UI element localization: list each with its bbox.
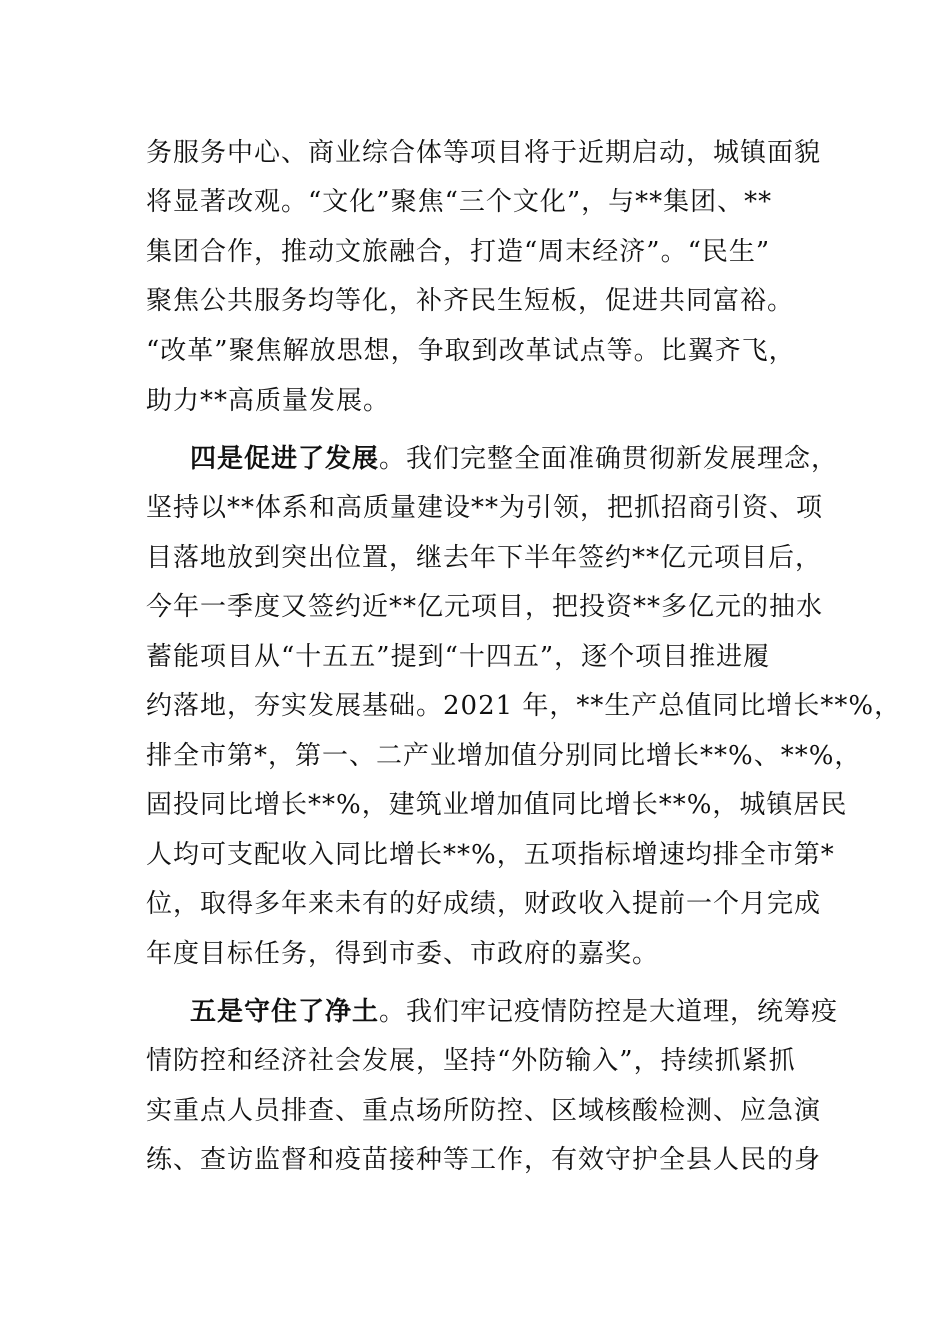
paragraph-3-line-4: 练、查访监督和疫苗接种等工作，有效守护全县人民的身 bbox=[146, 1145, 822, 1175]
paragraph-3-heading: 五是守住了净土 bbox=[190, 997, 380, 1027]
paragraph-1-line-4: 聚焦公共服务均等化，补齐民生短板，促进共同富裕。 bbox=[146, 286, 795, 316]
paragraph-3-first-line bbox=[190, 996, 838, 1028]
paragraph-2-line-7: 排全市第*，第一、二产业增加值分别同比增长**%、**%， bbox=[146, 741, 862, 771]
paragraph-1-line-1: 务服务中心、商业综合体等项目将于近期启动，城镇面貌 bbox=[146, 138, 822, 168]
paragraph-2-heading: 四是促进了发展 bbox=[190, 444, 380, 474]
paragraph-2-line-4: 今年一季度又签约近**亿元项目，把投资**多亿元的抽水 bbox=[146, 592, 824, 622]
paragraph-2-line-6: 约落地，夯实发展基础。2021 年，**生产总值同比增长**%， bbox=[146, 691, 902, 721]
paragraph-1-line-3: 集团合作，推动文旅融合，打造“周末经济”。“民生” bbox=[146, 237, 771, 267]
paragraph-1-line-5: “改革”聚焦解放思想，争取到改革试点等。比翼齐飞， bbox=[146, 336, 796, 366]
paragraph-3-line-2: 情防控和经济社会发展，坚持“外防输入”，持续抓紧抓 bbox=[146, 1046, 796, 1076]
paragraph-3-line-3: 实重点人员排查、重点场所防控、区域核酸检测、应急演 bbox=[146, 1096, 822, 1126]
paragraph-1-line-6: 助力**高质量发展。 bbox=[146, 386, 391, 416]
paragraph-2-line-8: 固投同比增长**%，建筑业增加值同比增长**%，城镇居民 bbox=[146, 790, 848, 820]
paragraph-2-line-3: 目落地放到突出位置，继去年下半年签约**亿元项目后， bbox=[146, 543, 823, 573]
paragraph-2-line-10: 位，取得多年来未有的好成绩，财政收入提前一个月完成 bbox=[146, 889, 822, 919]
paragraph-2-line-5: 蓄能项目从“十五五”提到“十四五”，逐个项目推进履 bbox=[146, 642, 771, 672]
paragraph-2-line-9: 人均可支配收入同比增长**%，五项指标增速均排全市第* bbox=[146, 840, 835, 870]
paragraph-3-first-line-text: 。我们牢记疫情防控是大道理，统筹疫 bbox=[379, 997, 839, 1027]
paragraph-2-first-line-text: 。我们完整全面准确贯彻新发展理念， bbox=[379, 444, 839, 474]
paragraph-2-first-line bbox=[190, 443, 838, 475]
paragraph-1-line-2: 将显著改观。“文化”聚焦“三个文化”，与**集团、** bbox=[146, 187, 773, 217]
paragraph-2-line-2: 坚持以**体系和高质量建设**为引领，把抓招商引资、项 bbox=[146, 493, 824, 523]
paragraph-2-line-11: 年度目标任务，得到市委、市政府的嘉奖。 bbox=[146, 939, 660, 969]
